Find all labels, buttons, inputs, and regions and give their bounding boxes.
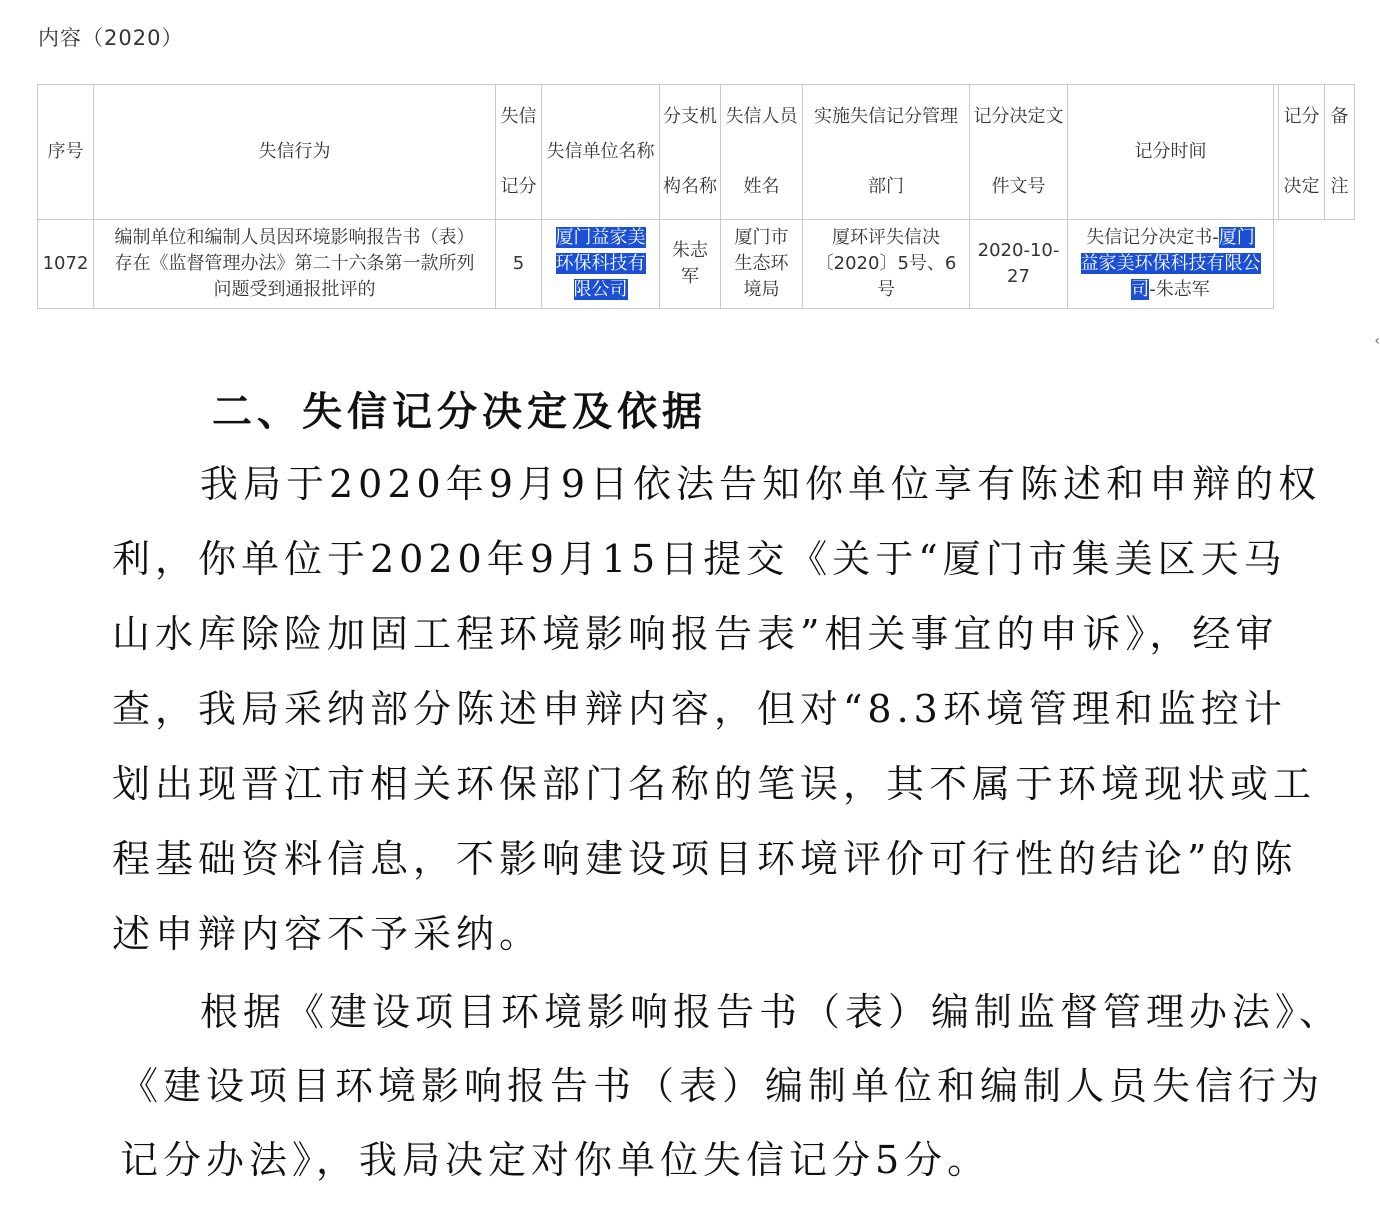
- header-seq: 序号: [38, 85, 94, 220]
- header-branch: 分支机 构名称: [660, 85, 721, 220]
- header-person: 失信人员 姓名: [721, 85, 803, 220]
- paragraph-1-line-6: 程基础资料信息，不影响建设项目环境评价可行性的结论”的陈: [112, 837, 1298, 881]
- header-unit: 失信单位名称: [542, 85, 660, 220]
- cell-branch: 朱志 军: [660, 220, 721, 309]
- paragraph-1-line-4: 查，我局采纳部分陈述申辩内容，但对“8.3环境管理和监控计: [112, 687, 1287, 731]
- cell-decision: [1279, 220, 1325, 309]
- table-header-row: [38, 85, 1355, 220]
- header-remark: 备 注: [1325, 85, 1355, 220]
- cell-behavior: 编制单位和编制人员因环境影响报告书（表） 存在《监督管理办法》第二十六条第一款所列 问题受到通报批评的: [94, 220, 496, 309]
- header-decision: 记分 决定: [1279, 85, 1325, 220]
- header-score: 失信 记分: [496, 85, 542, 220]
- cell-remark: [1325, 220, 1355, 309]
- cell-dept: 厦环评失信决 〔2020〕5号、6 号: [803, 220, 970, 309]
- chevron-left-icon[interactable]: ‹: [1374, 333, 1380, 349]
- paragraph-1-line-3: 山水库除险加固工程环境影响报告表”相关事宜的申诉》，经审: [112, 612, 1279, 656]
- cell-score: 5: [496, 220, 542, 309]
- paragraph-2-line-2: 《建设项目环境影响报告书（表）编制单位和编制人员失信行为: [120, 1064, 1325, 1108]
- paragraph-1-line-1: 我局于2020年9月9日依法告知你单位享有陈述和申辩的权: [200, 462, 1322, 506]
- cell-seq: 1072: [38, 220, 94, 309]
- paragraph-2-line-3: 记分办法》，我局决定对你单位失信记分5分。: [120, 1138, 991, 1182]
- header-docno: 记分决定文 件文号: [970, 85, 1068, 220]
- top-label: 内容（2020）: [38, 26, 184, 50]
- cell-unit: 厦门益家美 环保科技有 限公司: [542, 220, 660, 309]
- paragraph-1-line-2: 利，你单位于2020年9月15日提交《关于“厦门市集美区天马: [112, 537, 1287, 581]
- header-dept: 实施失信记分管理 部门: [803, 85, 970, 220]
- section-title: 二、失信记分决定及依据: [212, 388, 707, 435]
- paragraph-1-line-5: 划出现晋江市相关环保部门名称的笔误，其不属于环境现状或工: [112, 762, 1317, 806]
- cell-time: 失信记分决定书-厦门 益家美环保科技有限公 司-朱志军: [1068, 220, 1274, 309]
- paragraph-1-line-7: 述申辩内容不予采纳。: [112, 912, 543, 956]
- header-behavior: 失信行为: [94, 85, 496, 220]
- paragraph-2-line-1: 根据《建设项目环境影响报告书（表）编制监督管理办法》、: [200, 990, 1343, 1034]
- cell-person: 厦门市 生态环 境局: [721, 220, 803, 309]
- table-row: [38, 220, 1355, 309]
- cell-docno: 2020-10- 27: [970, 220, 1068, 309]
- header-time: 记分时间: [1068, 85, 1274, 220]
- credit-record-table: [37, 84, 1355, 309]
